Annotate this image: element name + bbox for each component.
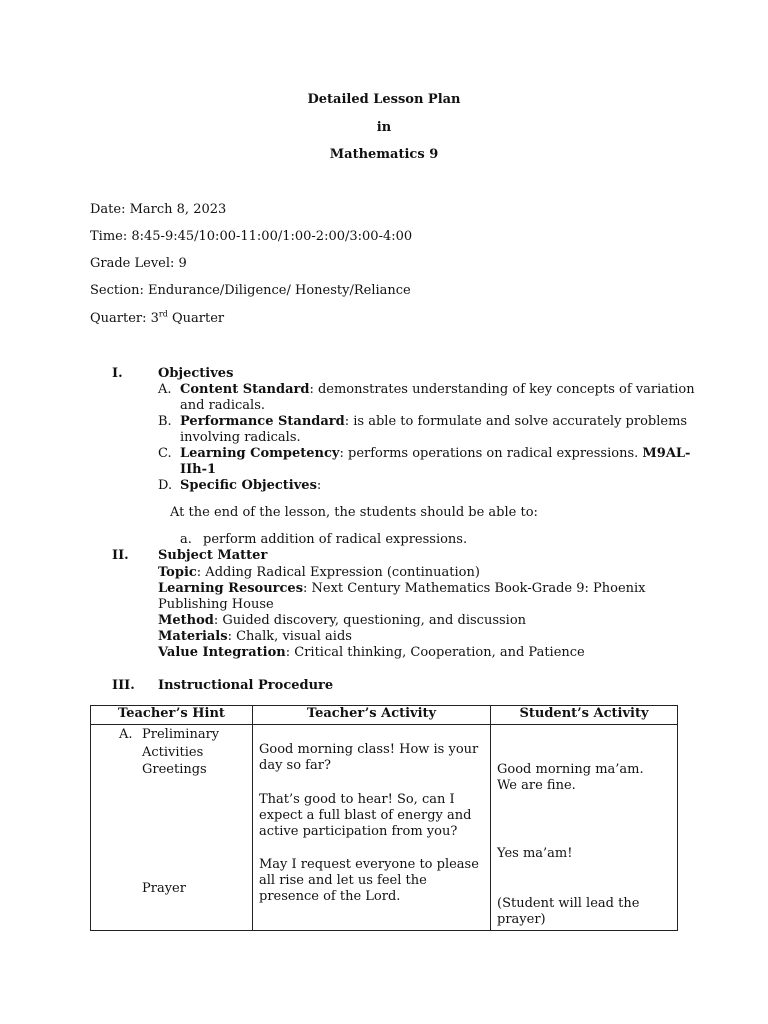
quarter-prefix: Quarter: 3 (90, 311, 159, 326)
objective-c-text: : performs operations on radical expressions. (339, 446, 643, 461)
objective-b-line2: involving radicals. (180, 430, 301, 445)
student-greeting-reply: Good morning ma’am. We are fine. (497, 762, 644, 793)
objective-b-line1 (180, 414, 687, 429)
objective-d-colon: : (316, 478, 322, 493)
resources-line2: Publishing House (158, 597, 274, 612)
section-line: Section: Endurance/Diligence/ Honesty/Reliance (90, 283, 411, 298)
topic-text: : Adding Radical Expression (continuation) (196, 565, 480, 580)
students-activity-cell (491, 725, 678, 931)
col-header-students-activity: Student’s Activity (491, 706, 678, 725)
resources-text: : Next Century Mathematics Book-Grade 9: Phoenix (303, 581, 646, 596)
objective-b-letter: B. (158, 414, 172, 429)
resources-line1 (158, 581, 646, 596)
resources-label: Learning Resources (158, 581, 304, 596)
hint-greetings: Greetings (142, 762, 207, 777)
topic-label: Topic (158, 565, 197, 580)
materials-line (158, 629, 352, 644)
document-subject: Mathematics 9 (329, 147, 439, 162)
hint-prayer: Prayer (142, 881, 186, 896)
document-title-in: in (376, 120, 392, 135)
objective-a-text: : demonstrates understanding of key concepts of variation (309, 382, 695, 397)
table-header-row (91, 706, 678, 725)
col-header-teachers-hint: Teacher’s Hint (91, 706, 253, 725)
student-yes-reply: Yes ma’am! (497, 846, 573, 861)
teacher-prayer-request: May I request everyone to please all rise and let us feel the presence of the Lord. (259, 857, 479, 904)
materials-label: Materials (158, 629, 228, 644)
time-line: Time: 8:45-9:45/10:00-11:00/1:00-2:00/3:00-4:00 (90, 229, 413, 244)
method-line (158, 613, 526, 628)
method-label: Method (158, 613, 214, 628)
objective-c-code: M9AL- (642, 446, 691, 461)
objective-d-label: Specific Objectives (180, 478, 317, 493)
col-header-teachers-activity: Teacher’s Activity (253, 706, 491, 725)
objective-b-text: : is able to formulate and solve accurately problems (344, 414, 688, 429)
value-integration-text: : Critical thinking, Cooperation, and Patience (285, 645, 585, 660)
specific-objective-a-letter: a. (180, 532, 192, 547)
objective-d-line (180, 478, 321, 493)
teachers-activity-cell (253, 725, 491, 931)
objective-c-label: Learning Competency (180, 446, 340, 461)
objective-a-line1 (180, 382, 695, 397)
subject-matter-heading: Subject Matter (158, 548, 268, 563)
procedure-heading: Instructional Procedure (158, 678, 334, 693)
value-integration-line (158, 645, 585, 660)
quarter-line (90, 311, 224, 326)
quarter-sup: rd (158, 309, 168, 319)
teacher-greeting: Good morning class! How is your day so far? (259, 742, 479, 773)
hint-letter: A. (119, 727, 133, 742)
objective-a-label: Content Standard (180, 382, 310, 397)
value-integration-label: Value Integration (158, 645, 286, 660)
student-prayer-note: (Student will lead the prayer) (497, 896, 640, 927)
objective-d-letter: D. (158, 478, 173, 493)
hint-activities: Activities (142, 745, 204, 760)
document-title: Detailed Lesson Plan (307, 92, 461, 107)
objective-a-line2: and radicals. (180, 398, 266, 413)
objectives-heading: Objectives (158, 366, 234, 381)
objectives-numeral: I. (112, 366, 123, 381)
specific-objective-a: perform addition of radical expressions. (203, 532, 468, 547)
grade-line: Grade Level: 9 (90, 256, 187, 271)
teacher-expectation: That’s good to hear! So, can I expect a full blast of energy and active participation from you? (259, 792, 472, 839)
objectives-intro: At the end of the lesson, the students should be able to: (170, 505, 538, 520)
objective-a-letter: A. (158, 382, 172, 397)
table-row (91, 725, 678, 931)
subject-matter-numeral: II. (112, 548, 129, 563)
objective-c-letter: C. (158, 446, 172, 461)
procedure-numeral: III. (112, 678, 135, 693)
quarter-suffix: Quarter (167, 311, 225, 326)
objective-c-line2: IIh-1 (180, 462, 217, 477)
date-line: Date: March 8, 2023 (90, 202, 227, 217)
materials-text: : Chalk, visual aids (227, 629, 352, 644)
procedure-table (90, 705, 678, 931)
hint-preliminary: Preliminary (142, 727, 220, 742)
method-text: : Guided discovery, questioning, and discussion (213, 613, 527, 628)
objective-c-line1 (180, 446, 690, 461)
objective-b-label: Performance Standard (180, 414, 345, 429)
topic-line (158, 565, 480, 580)
teachers-hint-cell (91, 725, 253, 931)
